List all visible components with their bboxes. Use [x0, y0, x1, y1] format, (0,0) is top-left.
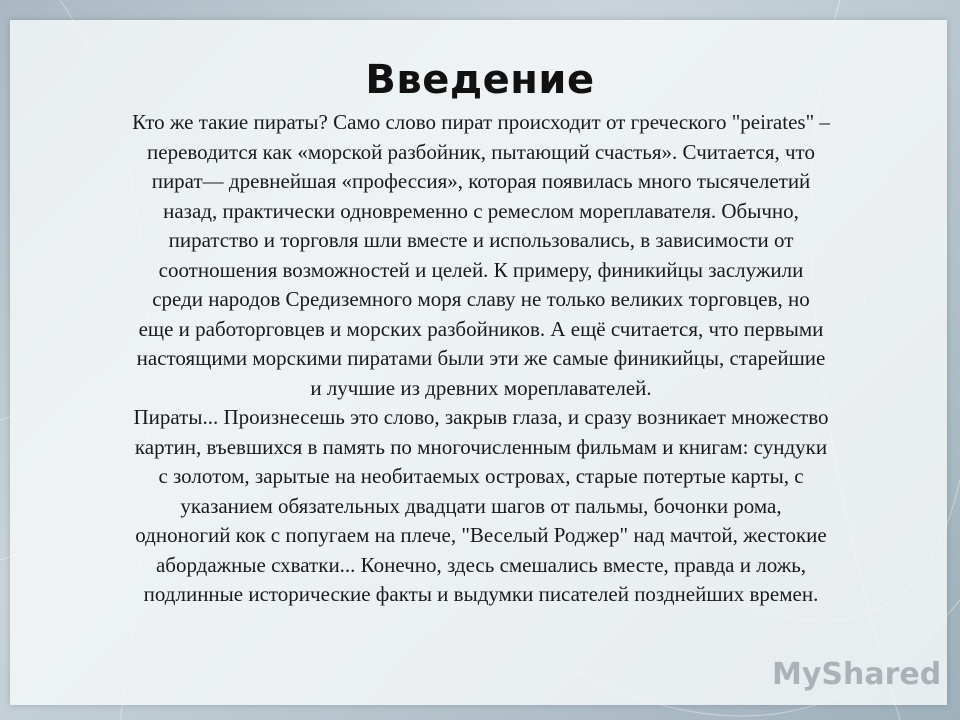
text-line: переводится как «морской разбойник, пытающий счастья». Считается, что — [147, 139, 815, 164]
text-line: Пираты... Произнесешь это слово, закрыв глаза, и сразу возникает множество — [133, 405, 829, 429]
myshared-watermark — [766, 652, 942, 696]
text-line: еще и работорговцев и морских разбойников. А ещё считается, что первыми — [138, 316, 824, 341]
text-line: с золотом, зарытые на необитаемых островах, старые потертые карты, с — [158, 464, 804, 488]
slide-title: Введение — [365, 56, 595, 103]
slide-body — [22, 108, 940, 610]
text-line: назад, практически одновременно с ремеслом мореплавателя. Обычно, — [163, 198, 799, 223]
paragraph-pirates — [22, 403, 940, 610]
text-line: подлинные исторические факты и выдумки писателей позднейших времен. — [143, 582, 819, 606]
text-line: пират— древнейшая «профессия», которая появилась много тысячелетий — [151, 169, 811, 193]
paragraph-introduction — [22, 108, 940, 403]
watermark-text: MyShared — [772, 656, 942, 692]
text-line: и лучшие из древних мореплавателей. — [310, 375, 652, 400]
text-line: пиратство и торговля шли вместе и использовались, в зависимости от — [168, 228, 794, 252]
text-line: указанием обязательных двадцати шагов от пальмы, бочонки рома, — [180, 493, 782, 518]
text-line: Кто же такие пираты? Само слово пират происходит от греческого "peirates" – — [132, 110, 830, 134]
text-line: картин, въевшихся в память по многочисленным фильмам и книгам: сундуки — [134, 434, 828, 459]
text-line: одноногий кок с попугаем на плече, "Веселый Роджер" над мачтой, жестокие — [135, 523, 827, 547]
text-line: среди народов Средиземного моря славу не только великих торговцев, но — [152, 287, 810, 311]
text-line: соотношения возможностей и целей. К примеру, финикийцы заслужили — [158, 257, 804, 282]
text-line: абордажные схватки... Конечно, здесь смешались вместе, правда и ложь, — [155, 552, 807, 577]
text-line: настоящими морскими пиратами были эти же самые финикийцы, старейшие — [136, 346, 826, 370]
